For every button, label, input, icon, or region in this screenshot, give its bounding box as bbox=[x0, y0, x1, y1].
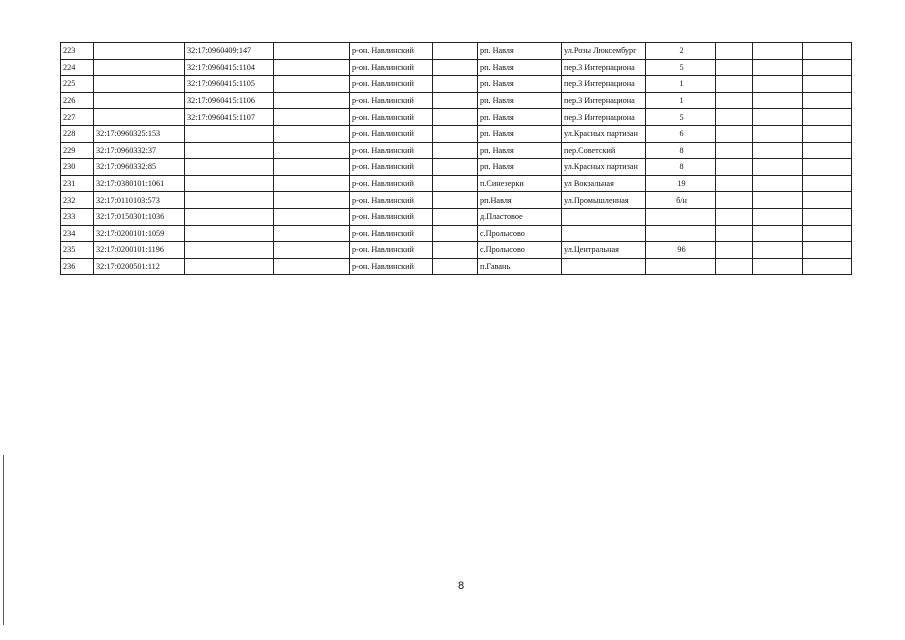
cell-empty bbox=[753, 258, 803, 275]
cell-cadastral-number-b: 32:17:0960415:1106 bbox=[185, 92, 274, 109]
cell-street: ул.Красных партизан bbox=[562, 125, 646, 142]
cell-house-number: 19 bbox=[646, 175, 716, 192]
cell-street: пер.Советский bbox=[562, 142, 646, 159]
cell-empty bbox=[803, 125, 852, 142]
cell-empty bbox=[803, 109, 852, 126]
cell-empty bbox=[274, 76, 350, 93]
cell-empty bbox=[716, 43, 753, 60]
cell-street: ул.Красных партизан bbox=[562, 159, 646, 176]
cell-empty bbox=[803, 92, 852, 109]
cell-empty bbox=[433, 175, 478, 192]
cell-cadastral-number-a: 32:17:0200101:1196 bbox=[94, 242, 185, 259]
table-row bbox=[61, 142, 852, 159]
cell-empty bbox=[274, 242, 350, 259]
cell-number: 231 bbox=[61, 175, 94, 192]
cell-empty bbox=[433, 159, 478, 176]
cell-empty bbox=[716, 76, 753, 93]
cell-empty bbox=[803, 225, 852, 242]
cell-empty bbox=[753, 142, 803, 159]
cell-empty bbox=[803, 192, 852, 209]
table-row bbox=[61, 109, 852, 126]
cell-district: р-он. Навлинский bbox=[350, 125, 433, 142]
cell-empty bbox=[433, 142, 478, 159]
cell-number: 224 bbox=[61, 59, 94, 76]
cell-locality: д.Пластовое bbox=[478, 208, 562, 225]
cell-cadastral-number-b bbox=[185, 125, 274, 142]
table-row bbox=[61, 225, 852, 242]
cell-district: р-он. Навлинский bbox=[350, 258, 433, 275]
table-row bbox=[61, 43, 852, 60]
cell-house-number: б/н bbox=[646, 192, 716, 209]
cell-empty bbox=[803, 43, 852, 60]
cell-empty bbox=[433, 76, 478, 93]
cell-street: ул.Розы Люксембург bbox=[562, 43, 646, 60]
cell-empty bbox=[274, 125, 350, 142]
registry-rows bbox=[61, 43, 852, 275]
cell-cadastral-number-b: 32:17:0960415:1104 bbox=[185, 59, 274, 76]
cell-empty bbox=[433, 208, 478, 225]
cell-empty bbox=[274, 175, 350, 192]
page-number: 8 bbox=[457, 580, 465, 592]
cell-cadastral-number-b bbox=[185, 208, 274, 225]
cell-cadastral-number-b bbox=[185, 175, 274, 192]
cell-empty bbox=[753, 92, 803, 109]
table-row bbox=[61, 59, 852, 76]
cell-empty bbox=[433, 258, 478, 275]
cell-empty bbox=[753, 159, 803, 176]
cell-street: пер.3 Интернациона bbox=[562, 109, 646, 126]
cell-locality: рп.Навля bbox=[478, 192, 562, 209]
table-row bbox=[61, 242, 852, 259]
cell-empty bbox=[803, 242, 852, 259]
cell-cadastral-number-a: 32:17:0110103:573 bbox=[94, 192, 185, 209]
table-row bbox=[61, 175, 852, 192]
cell-empty bbox=[716, 92, 753, 109]
cell-locality: с.Пролысово bbox=[478, 225, 562, 242]
cell-district: р-он. Навлинский bbox=[350, 225, 433, 242]
cell-empty bbox=[274, 59, 350, 76]
cell-number: 227 bbox=[61, 109, 94, 126]
cell-cadastral-number-a bbox=[94, 76, 185, 93]
cell-locality: рп. Навля bbox=[478, 43, 562, 60]
cell-cadastral-number-a bbox=[94, 59, 185, 76]
cell-empty bbox=[274, 192, 350, 209]
cell-cadastral-number-b bbox=[185, 142, 274, 159]
cell-district: р-он. Навлинский bbox=[350, 43, 433, 60]
table-row bbox=[61, 125, 852, 142]
cell-locality: с.Пролысово bbox=[478, 242, 562, 259]
table-row bbox=[61, 159, 852, 176]
cell-locality: рп. Навля bbox=[478, 92, 562, 109]
cell-number: 229 bbox=[61, 142, 94, 159]
cell-cadastral-number-a bbox=[94, 109, 185, 126]
cell-cadastral-number-b: 32:17:0960415:1105 bbox=[185, 76, 274, 93]
cell-cadastral-number-a bbox=[94, 92, 185, 109]
cell-cadastral-number-a: 32:17:0380101:1061 bbox=[94, 175, 185, 192]
cell-cadastral-number-a: 32:17:0200501:112 bbox=[94, 258, 185, 275]
cell-district: р-он. Навлинский bbox=[350, 92, 433, 109]
cell-empty bbox=[274, 159, 350, 176]
cell-empty bbox=[753, 59, 803, 76]
cell-locality: п.Гавань bbox=[478, 258, 562, 275]
cell-number: 233 bbox=[61, 208, 94, 225]
table-row bbox=[61, 258, 852, 275]
cell-house-number bbox=[646, 208, 716, 225]
cell-locality: рп. Навля bbox=[478, 59, 562, 76]
cell-street bbox=[562, 225, 646, 242]
cell-house-number: 96 bbox=[646, 242, 716, 259]
cell-street bbox=[562, 258, 646, 275]
cell-empty bbox=[753, 192, 803, 209]
cell-empty bbox=[753, 125, 803, 142]
cell-empty bbox=[803, 258, 852, 275]
cell-empty bbox=[433, 192, 478, 209]
cell-empty bbox=[274, 258, 350, 275]
cell-empty bbox=[716, 192, 753, 209]
cell-house-number: 6 bbox=[646, 125, 716, 142]
cell-street: ул.Промышленная bbox=[562, 192, 646, 209]
registry-table bbox=[60, 42, 852, 275]
table-row bbox=[61, 76, 852, 93]
cell-empty bbox=[753, 109, 803, 126]
cell-house-number: 5 bbox=[646, 59, 716, 76]
table-row bbox=[61, 92, 852, 109]
cell-district: р-он. Навлинский bbox=[350, 109, 433, 126]
cell-locality: рп. Навля bbox=[478, 159, 562, 176]
cell-empty bbox=[753, 175, 803, 192]
cell-empty bbox=[274, 225, 350, 242]
cell-locality: рп. Навля bbox=[478, 109, 562, 126]
cell-empty bbox=[433, 59, 478, 76]
cell-empty bbox=[716, 159, 753, 176]
cell-empty bbox=[753, 43, 803, 60]
cell-house-number: 8 bbox=[646, 142, 716, 159]
cell-empty bbox=[433, 125, 478, 142]
cell-number: 223 bbox=[61, 43, 94, 60]
cell-empty bbox=[274, 43, 350, 60]
cell-street: пер.3 Интернациона bbox=[562, 76, 646, 93]
cell-empty bbox=[803, 76, 852, 93]
cell-cadastral-number-a: 32:17:0200101:1059 bbox=[94, 225, 185, 242]
cell-cadastral-number-b: 32:17:0960409:147 bbox=[185, 43, 274, 60]
cell-cadastral-number-b bbox=[185, 225, 274, 242]
cell-empty bbox=[433, 92, 478, 109]
cell-cadastral-number-b bbox=[185, 258, 274, 275]
cell-locality: рп. Навля bbox=[478, 142, 562, 159]
cell-empty bbox=[803, 142, 852, 159]
cell-district: р-он. Навлинский bbox=[350, 192, 433, 209]
cell-empty bbox=[433, 225, 478, 242]
cell-house-number bbox=[646, 225, 716, 242]
cell-street bbox=[562, 208, 646, 225]
cell-house-number: 1 bbox=[646, 76, 716, 93]
cell-empty bbox=[753, 208, 803, 225]
cell-number: 235 bbox=[61, 242, 94, 259]
cell-cadastral-number-b bbox=[185, 192, 274, 209]
cell-district: р-он. Навлинский bbox=[350, 242, 433, 259]
cell-empty bbox=[716, 242, 753, 259]
cell-district: р-он. Навлинский bbox=[350, 59, 433, 76]
cell-district: р-он. Навлинский bbox=[350, 159, 433, 176]
cell-empty bbox=[433, 43, 478, 60]
cell-empty bbox=[716, 208, 753, 225]
cell-street: ул Вокзальная bbox=[562, 175, 646, 192]
cell-empty bbox=[803, 175, 852, 192]
cell-empty bbox=[716, 142, 753, 159]
cell-empty bbox=[803, 208, 852, 225]
cell-cadastral-number-b: 32:17:0960415:1107 bbox=[185, 109, 274, 126]
cell-empty bbox=[716, 125, 753, 142]
cell-district: р-он. Навлинский bbox=[350, 175, 433, 192]
cell-empty bbox=[716, 59, 753, 76]
cell-empty bbox=[753, 242, 803, 259]
cell-house-number bbox=[646, 258, 716, 275]
cell-cadastral-number-b bbox=[185, 242, 274, 259]
cell-empty bbox=[433, 109, 478, 126]
cell-cadastral-number-a: 32:17:0960332:37 bbox=[94, 142, 185, 159]
table-row bbox=[61, 208, 852, 225]
cell-empty bbox=[274, 92, 350, 109]
cell-district: р-он. Навлинский bbox=[350, 142, 433, 159]
cell-locality: рп. Навля bbox=[478, 76, 562, 93]
cell-empty bbox=[716, 175, 753, 192]
cell-empty bbox=[433, 242, 478, 259]
cell-street: пер.3 Интернациона bbox=[562, 59, 646, 76]
cell-empty bbox=[274, 142, 350, 159]
cell-district: р-он. Навлинский bbox=[350, 208, 433, 225]
cell-house-number: 2 bbox=[646, 43, 716, 60]
cell-cadastral-number-b bbox=[185, 159, 274, 176]
cell-empty bbox=[753, 76, 803, 93]
cell-house-number: 8 bbox=[646, 159, 716, 176]
cell-street: ул.Центральная bbox=[562, 242, 646, 259]
cell-house-number: 1 bbox=[646, 92, 716, 109]
cell-cadastral-number-a: 32:17:0150301:1036 bbox=[94, 208, 185, 225]
cell-number: 228 bbox=[61, 125, 94, 142]
cell-empty bbox=[753, 225, 803, 242]
cell-number: 225 bbox=[61, 76, 94, 93]
cell-district: р-он. Навлинский bbox=[350, 76, 433, 93]
cell-number: 234 bbox=[61, 225, 94, 242]
cell-street: пер.3 Интернациона bbox=[562, 92, 646, 109]
table-row bbox=[61, 192, 852, 209]
cell-empty bbox=[274, 109, 350, 126]
cell-empty bbox=[716, 258, 753, 275]
cell-house-number: 5 bbox=[646, 109, 716, 126]
cell-empty bbox=[803, 59, 852, 76]
cell-cadastral-number-a: 32:17:0960332:85 bbox=[94, 159, 185, 176]
cell-number: 226 bbox=[61, 92, 94, 109]
cell-empty bbox=[803, 159, 852, 176]
scan-edge-line bbox=[3, 455, 4, 625]
cell-empty bbox=[716, 109, 753, 126]
cell-locality: рп. Навля bbox=[478, 125, 562, 142]
cell-number: 232 bbox=[61, 192, 94, 209]
cell-empty bbox=[274, 208, 350, 225]
cell-locality: п.Синезерки bbox=[478, 175, 562, 192]
cell-cadastral-number-a: 32:17:0960325:153 bbox=[94, 125, 185, 142]
cell-cadastral-number-a bbox=[94, 43, 185, 60]
cell-number: 236 bbox=[61, 258, 94, 275]
cell-empty bbox=[716, 225, 753, 242]
cell-number: 230 bbox=[61, 159, 94, 176]
